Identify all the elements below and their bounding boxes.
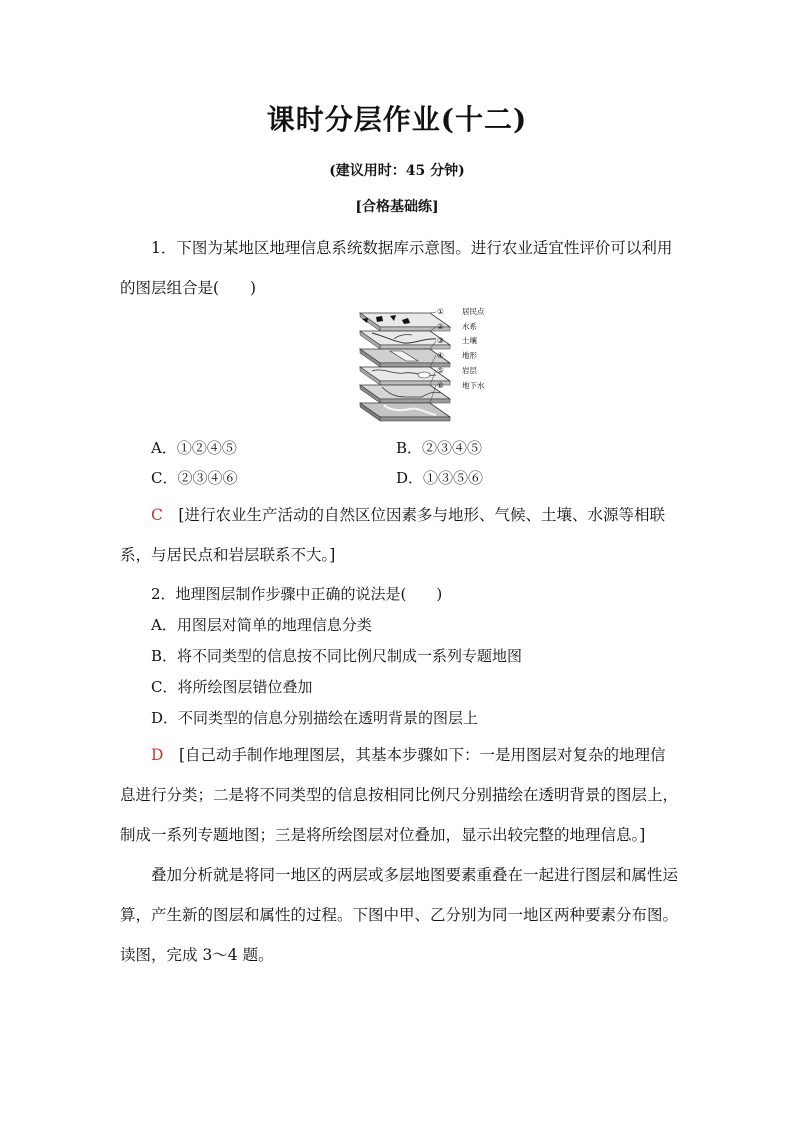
figure-label-groundwater: 地下水 (462, 381, 485, 390)
section-heading: [合格基础练] (355, 199, 439, 215)
question-1-stem: 1．下图为某地区地理信息系统数据库示意图。进行农业适宜性评价可以利用的图层组合是( ) (120, 239, 673, 297)
q2-option-c: C．将所绘图层错位叠加 (151, 678, 313, 696)
figure-number-4: ④ (437, 351, 444, 360)
figure-number-3: ③ (437, 336, 444, 345)
answer-explanation: [进行农业生产活动的自然区位因素多与地形、气候、土壤、水源等相联系，与居民点和岩层联系不大。] (120, 506, 665, 564)
figure-number-5: ⑤ (437, 366, 444, 375)
option-d: D．①③⑤⑥ (396, 469, 484, 487)
option-a: A．①②④⑤ (151, 439, 237, 457)
option-c: C．②③④⑥ (151, 469, 238, 487)
suggested-time: (建议用时：45 分钟) (329, 163, 465, 179)
question-2-answer (120, 735, 680, 855)
figure-number-6: ⑥ (437, 381, 444, 390)
option-b: B．②③④⑤ (396, 439, 483, 457)
answer-letter: C (151, 506, 163, 524)
page-title: 课时分层作业(十二) (266, 103, 528, 136)
figure-label-terrain: 地形 (462, 351, 477, 360)
questions-3-4-intro: 叠加分析就是将同一地区的两层或多层地图要素重叠在一起进行图层和属性运算，产生新的图层和属性的过程。下图中甲、乙分别为同一地区两种要素分布图。读图，完成 3～4 题。 (120, 866, 679, 964)
layer-6 (360, 403, 450, 421)
q2-option-d: D．不同类型的信息分别描绘在透明背景的图层上 (151, 709, 479, 727)
figure-number-1: ① (437, 307, 444, 316)
answer-letter: D (151, 746, 164, 764)
figure-label-settlement: 居民点 (462, 307, 485, 316)
figure-label-water: 水系 (462, 322, 477, 331)
answer-explanation: [自己动手制作地理图层，其基本步骤如下：一是用图层对复杂的地理信息进行分类；二是将不同类型的信息按相同比例尺分别描绘在透明背景的图层上，制成一系列专题地图；三是将所绘图层对位叠加，显示出较完整的地理信息。] (120, 746, 679, 844)
gis-layers-figure (332, 305, 500, 425)
q2-option-a: A．用图层对简单的地理信息分类 (151, 616, 372, 634)
figure-number-2: ② (437, 322, 444, 331)
question-1-answer (120, 495, 680, 575)
figure-label-soil: 土壤 (462, 336, 477, 345)
q2-option-b: B．将不同类型的信息按不同比例尺制成一系列专题地图 (151, 647, 523, 665)
question-2-stem: 2．地理图层制作步骤中正确的说法是( ) (151, 585, 443, 603)
figure-label-rock: 岩层 (462, 366, 477, 375)
